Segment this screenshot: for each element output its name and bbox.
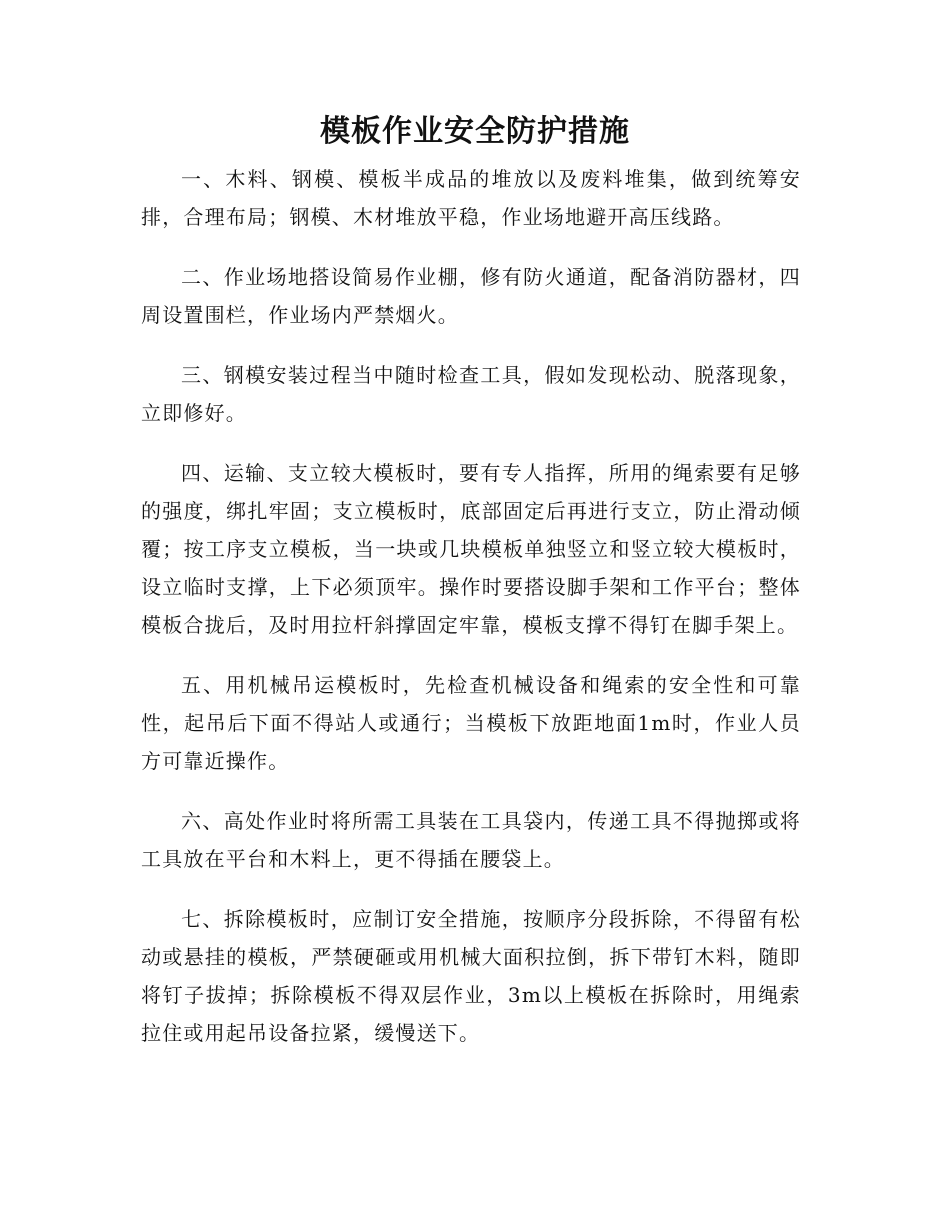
paragraph-5: 五、用机械吊运模板时，先检查机械设备和绳索的安全性和可靠性，起吊后下面不得站人或通行；当模板下放距地面1m时，作业人员方可靠近操作。 [141, 673, 801, 773]
paragraph-3: 三、钢模安装过程当中随时检查工具，假如发现松动、脱落现象，立即修好。 [141, 363, 801, 425]
paragraph-6: 六、高处作业时将所需工具装在工具袋内，传递工具不得抛掷或将工具放在平台和木料上，更不得插在腰袋上。 [141, 809, 801, 871]
paragraph-1: 一、木料、钢模、模板半成品的堆放以及废料堆集，做到统筹安排，合理布局；钢模、木材堆放平稳，作业场地避开高压线路。 [141, 167, 801, 229]
paragraph-7: 七、拆除模板时，应制订安全措施，按顺序分段拆除，不得留有松动或悬挂的模板，严禁硬砸或用机械大面积拉倒，拆下带钉木料，随即将钉子拔掉；拆除模板不得双层作业，3m以上模板在拆除时，用绳索拉住或用起吊设备拉紧，缓慢送下。 [141, 907, 801, 1045]
paragraph-4: 四、运输、支立较大模板时，要有专人指挥，所用的绳索要有足够的强度，绑扎牢固；支立模板时，底部固定后再进行支立，防止滑动倾覆；按工序支立模板，当一块或几块模板单独竖立和竖立较大模板时，设立临时支撑，上下必须顶牢。操作时要搭设脚手架和工作平台；整体模板合拢后，及时用拉杆斜撑固定牢靠，模板支撑不得钉在脚手架上。 [141, 461, 801, 637]
document-body [141, 160, 801, 1074]
document-title: 模板作业安全防护措施 [320, 114, 630, 149]
paragraph-2: 二、作业场地搭设简易作业棚，修有防火通道，配备消防器材，四周设置围栏，作业场内严禁烟火。 [141, 265, 801, 327]
